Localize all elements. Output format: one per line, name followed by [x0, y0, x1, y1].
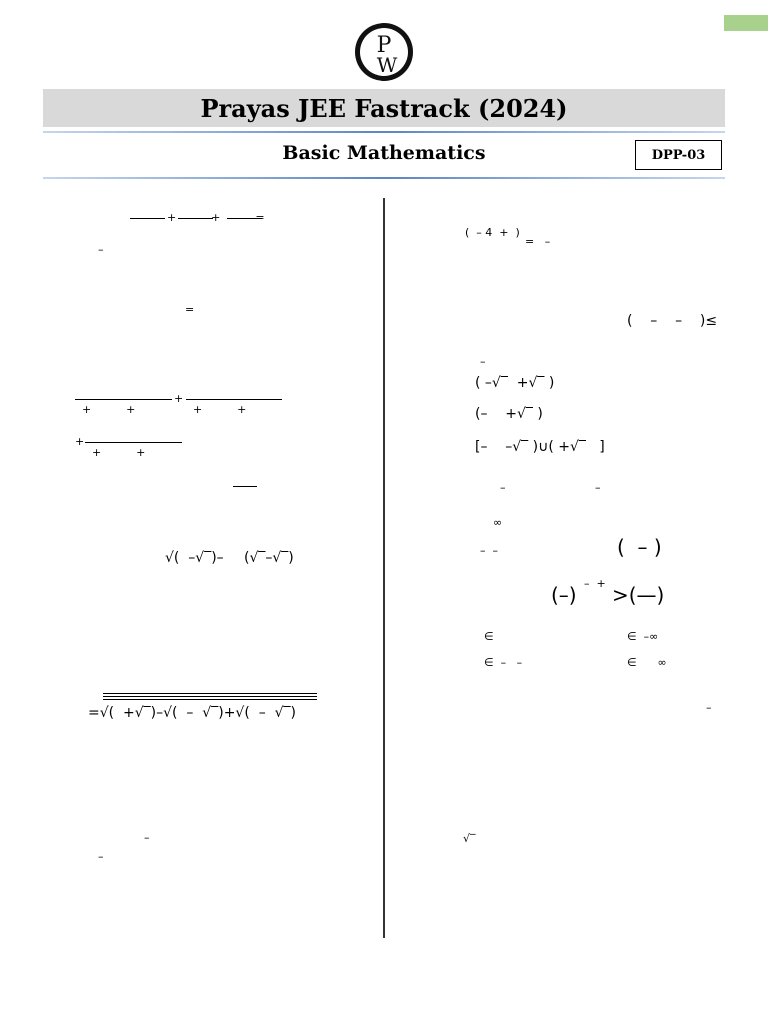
q8-minus: –	[144, 831, 150, 844]
q3-plus: +	[174, 392, 184, 405]
fraction-bar	[233, 486, 257, 487]
q3-denominator-3: + +	[92, 446, 146, 459]
rq3-paren: ( – )	[617, 535, 662, 559]
rq3-infinity: ∞	[493, 516, 503, 529]
rq3-ineq-left: (–)	[551, 583, 577, 607]
q3-denominator-2: + +	[193, 403, 247, 416]
rq5-sqrt: √‾	[463, 832, 476, 845]
q5-expression-1: √( –√‾)–	[165, 550, 224, 566]
q8-minus: –	[98, 850, 104, 863]
dpp-badge: DPP-03	[635, 140, 722, 170]
rq3-ineq-right: >(—)	[612, 583, 665, 607]
q3-denominator-1: + +	[82, 403, 136, 416]
q1-equation: + + =	[167, 211, 265, 224]
rq3-option-b: ∈ –∞	[627, 630, 659, 643]
q3-plus-lead: +	[75, 435, 85, 448]
rq3-option-a: ∈	[484, 630, 494, 643]
fraction-bar	[85, 442, 182, 443]
page-tab-marker	[724, 15, 768, 31]
rq2-bar: –	[480, 355, 486, 368]
header-rule-top	[43, 131, 725, 133]
rq3-minus: – –	[480, 544, 498, 557]
pw-logo	[354, 22, 414, 82]
radical-vinculum	[103, 699, 317, 700]
option-d-right: –	[595, 481, 601, 494]
subject-title: Basic Mathematics	[282, 142, 486, 164]
rq4-minus: –	[706, 701, 712, 714]
column-divider	[383, 198, 385, 938]
option-a: ( –√‾ +√‾ )	[475, 375, 555, 391]
q1-minus: –	[98, 243, 104, 256]
radical-vinculum	[103, 696, 317, 697]
rq3-option-d: ∈ ∞	[627, 656, 667, 669]
q5-expression-2: (√‾–√‾)	[244, 550, 294, 566]
radical-vinculum	[103, 693, 317, 694]
rq3-exponent: – +	[584, 577, 606, 590]
title-banner	[43, 89, 725, 127]
fraction-bar	[75, 399, 172, 400]
option-d-left: –	[500, 481, 506, 494]
rq1-expression: ( – 4 + )	[465, 226, 520, 239]
q6-expression: =√( +√‾)–√( – √‾)+√( – √‾)	[88, 705, 296, 721]
fraction-bar	[186, 399, 282, 400]
option-c: [– –√‾ )∪( +√‾ ]	[475, 439, 605, 455]
page-title: Prayas JEE Fastrack (2024)	[200, 93, 568, 123]
svg-text:W: W	[376, 53, 398, 77]
rq3-option-c: ∈ – –	[484, 656, 523, 669]
fraction-bar	[130, 218, 165, 219]
header-rule-bottom	[43, 177, 725, 179]
q2-equals: =	[185, 303, 195, 316]
option-b: (– +√‾ )	[475, 406, 543, 422]
rq1-rhs: = –	[525, 235, 551, 248]
rq2-inequality: ( – – )≤	[627, 313, 718, 329]
svg-text:P: P	[376, 33, 392, 58]
